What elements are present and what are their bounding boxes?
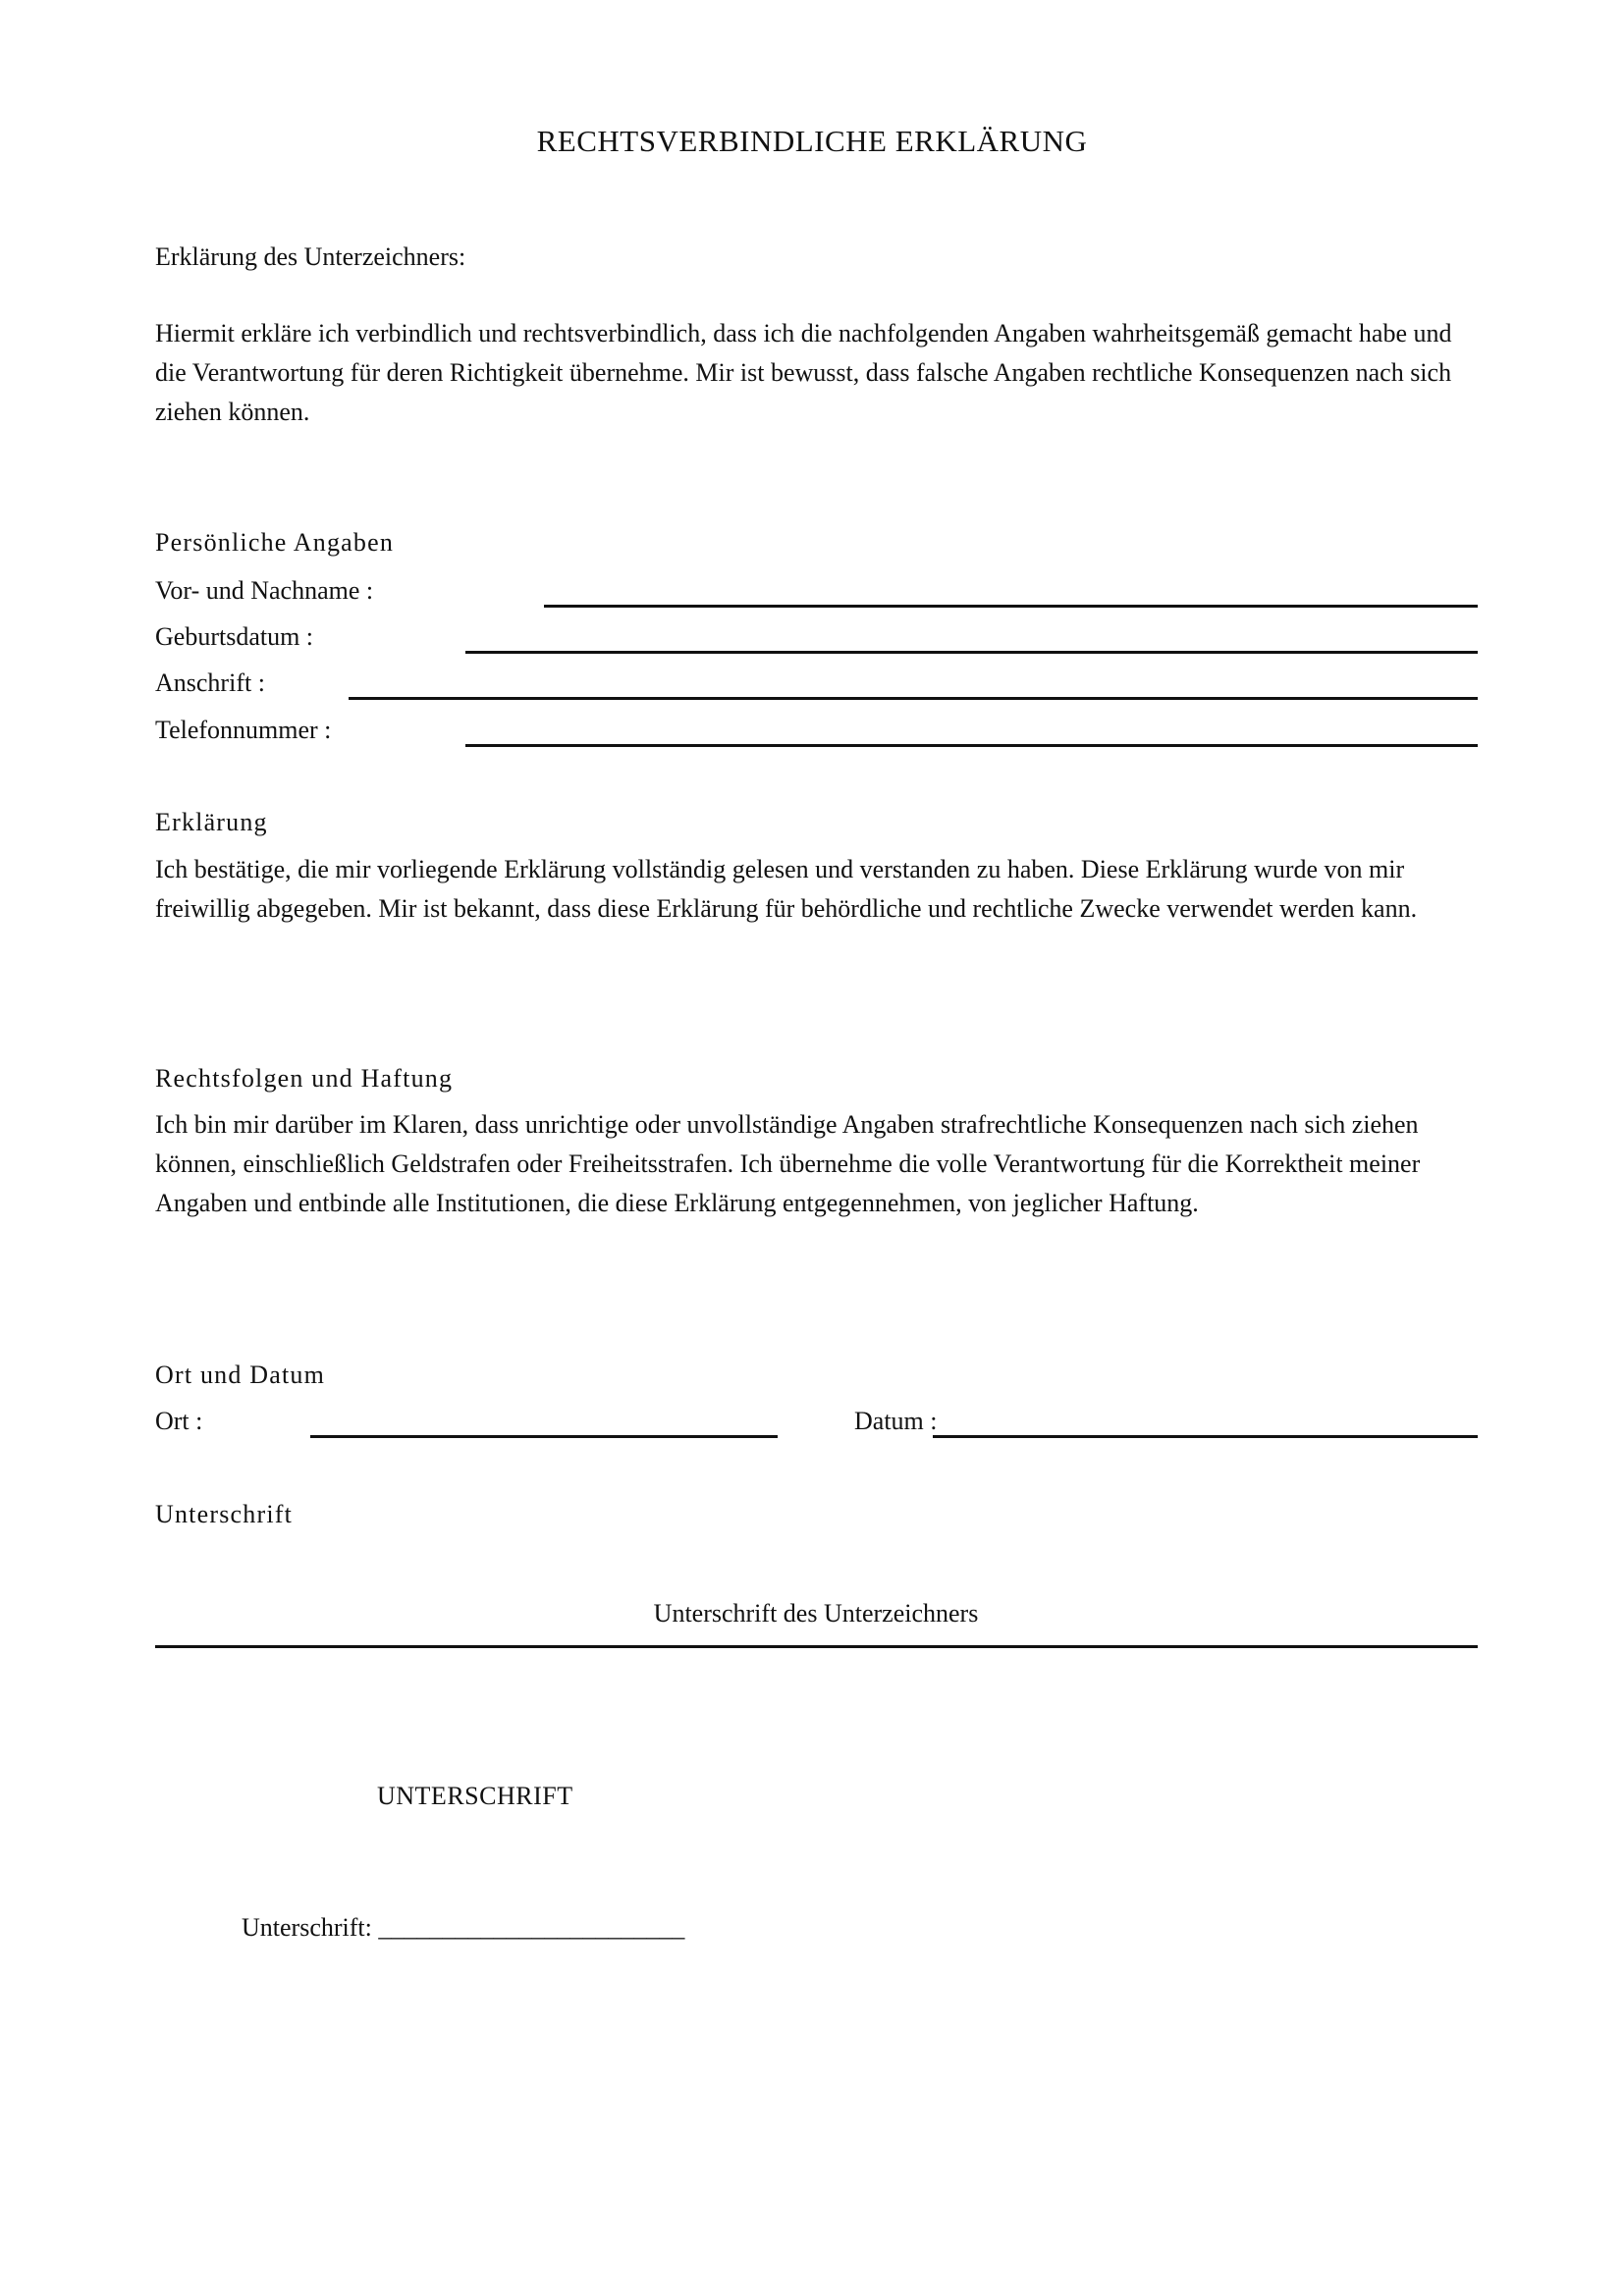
personal-info-heading: Persönliche Angaben [155, 528, 395, 557]
signer-signature-caption: Unterschrift des Unterzeichners [653, 1599, 979, 1628]
signature-heading: Unterschrift [155, 1500, 294, 1528]
document-title: RECHTSVERBINDLICHE ERKLÄRUNG [536, 124, 1088, 158]
phone-label: Telefonnummer : [155, 716, 332, 744]
signature-line-text[interactable]: Unterschrift: ________________________ [242, 1913, 685, 1942]
declaration-heading: Erklärung [155, 808, 268, 836]
address-field[interactable] [349, 697, 1478, 700]
phone-field[interactable] [465, 744, 1478, 747]
date-field[interactable] [933, 1435, 1478, 1438]
signer-declaration-label: Erklärung des Unterzeichners: [155, 242, 466, 271]
place-field[interactable] [310, 1435, 778, 1438]
birthdate-field[interactable] [465, 651, 1478, 654]
place-date-heading: Ort und Datum [155, 1361, 326, 1389]
name-field[interactable] [544, 605, 1478, 608]
address-label: Anschrift : [155, 668, 265, 697]
place-label: Ort : [155, 1407, 203, 1435]
declaration-paragraph: Ich bestätige, die mir vorliegende Erklärung vollständig gelesen und verstanden zu haben. Diese Erklärung wurde von mir freiwillig abgegeben. Mir ist bekannt, dass diese Erklärung für behördliche und rechtliche Zwecke verwendet werden kann. [155, 855, 1418, 923]
date-label: Datum : [854, 1407, 938, 1435]
intro-paragraph: Hiermit erkläre ich verbindlich und rechtsverbindlich, dass ich die nachfolgenden Angaben wahrheitsgemäß gemacht habe und die Verantwortung für deren Richtigkeit übernehme. Mir ist bewusst, dass falsche Angaben rechtliche Konsequenzen nach sich ziehen können. [155, 319, 1452, 426]
birthdate-label: Geburtsdatum : [155, 622, 314, 651]
name-label: Vor- und Nachname : [155, 576, 374, 605]
liability-paragraph: Ich bin mir darüber im Klaren, dass unrichtige oder unvollständige Angaben strafrechtliche Konsequenzen nach sich ziehen können, einschließlich Geldstrafen oder Freiheitsstrafen. Ich übernehme die volle Verantwortung für die Korrektheit meiner Angaben und entbinde alle Institutionen, die diese Erklärung entgegennehmen, von jeglicher Haftung. [155, 1110, 1421, 1217]
liability-heading: Rechtsfolgen und Haftung [155, 1064, 454, 1093]
signature-block-title: UNTERSCHRIFT [377, 1782, 573, 1810]
signer-signature-line[interactable] [155, 1645, 1478, 1648]
